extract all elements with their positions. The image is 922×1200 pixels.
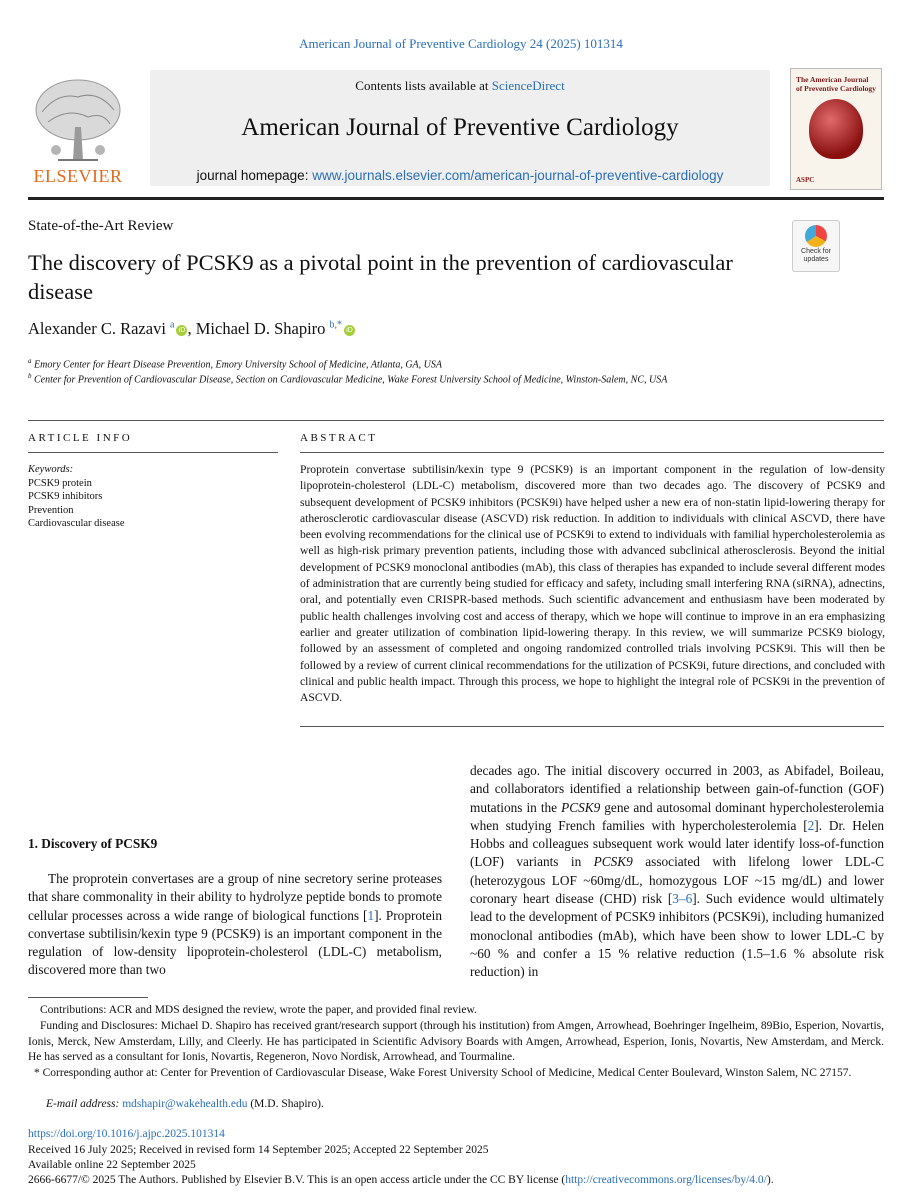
- keyword-item: Cardiovascular disease: [28, 518, 125, 529]
- doi-text[interactable]: https://doi.org/10.1016/j.ajpc.2025.101314: [28, 1128, 225, 1140]
- affiliation-marker[interactable]: b,*: [329, 319, 343, 331]
- gene-name: PCSK9: [561, 799, 601, 815]
- received-dates: Received 16 July 2025; Received in revised form 14 September 2025; Accepted 22 September 2025: [28, 1144, 489, 1156]
- affiliation-b: [28, 372, 667, 385]
- author-name[interactable]: Michael D. Shapiro: [195, 319, 326, 338]
- cover-society-logo: ASPC: [796, 176, 815, 184]
- contents-line: [150, 78, 770, 94]
- homepage-label: journal homepage:: [196, 168, 313, 183]
- license-prefix: 2666-6677/© 2025 The Authors. Published by Elsevier B.V. This is an open access article under the CC BY license (: [28, 1174, 566, 1186]
- affiliation-a: [28, 357, 442, 370]
- footnote-corresponding: * Corresponding author at: Center for Prevention of Cardiovascular Disease, Wake Forest University School of Medicine, Medical Center Boulevard, Winston Salem, NC 27157.: [34, 1067, 852, 1079]
- author-list: [28, 319, 355, 339]
- footnote-email: [46, 1097, 884, 1113]
- affiliation-text: Center for Prevention of Cardiovascular Disease, Section on Cardiovascular Medicine, Wake Forest University School of Medicine, Winston-Salem, NC, USA: [34, 374, 668, 386]
- doi-link[interactable]: [28, 1127, 225, 1142]
- running-header[interactable]: American Journal of Preventive Cardiology 24 (2025) 101314: [299, 36, 623, 51]
- orcid-icon[interactable]: iD: [344, 325, 355, 336]
- body-text: ]. Dr. Helen Hobbs and colleagues subsequent work would later identify loss-of-function (LOF) variants in: [470, 817, 885, 870]
- footnote-rule: [28, 997, 148, 998]
- article-info-heading: ARTICLE INFO: [28, 432, 133, 444]
- footnote-contributions: Contributions: ACR and MDS designed the review, wrote the paper, and provided final review.: [40, 1004, 477, 1016]
- divider: [300, 452, 884, 453]
- footnote-funding: Funding and Disclosures: Michael D. Shapiro has received grant/research support (through his institution) from Amgen, Arrowhead, Boehringer Ingelheim, 89Bio, Esperion, Novartis, Ionis, Merck, New Amsterdam, Lilly, and Cleerly. He has participated in Scientific Advisory Boards with Amgen, Arrowhead, Esperion, Ionis, Novartis, New Amsterdam, and Merck. He has served as a consultant for Ionis, Novartis, Regeneron, Novo Nordisk, Arrowhead, and Tourmaline.: [28, 1020, 884, 1063]
- journal-cover-thumbnail[interactable]: [790, 68, 882, 190]
- divider: [28, 420, 884, 421]
- citation-link[interactable]: 2: [807, 817, 815, 833]
- license-suffix: ).: [766, 1174, 774, 1186]
- citation-link[interactable]: 3–6: [672, 891, 693, 907]
- crossmark-icon: [805, 225, 827, 247]
- available-online: Available online 22 September 2025: [28, 1159, 196, 1171]
- body-text: ]. Such evidence would ultimately lead to the development of PCSK9 inhibitors (PCSK9i), including humanized monoclonal antibodies (mAb), which have been show to lower LDL-C by ~60 % and confer a 15 % relative reduction (1.5–1.6 % absolute risk reduction) in: [470, 891, 885, 980]
- crossmark-label: Check for updates: [801, 248, 831, 263]
- article-type: State-of-the-Art Review: [28, 218, 174, 234]
- body-text: ]. Proprotein convertase subtilisin/kexin type 9 (PCSK9) is an important component in the regulation of low-density lipoprotein-cholesterol (LDL-C) metabolism, discovered more than two: [28, 907, 442, 978]
- keyword-item: Prevention: [28, 504, 74, 516]
- license-line: [28, 1173, 888, 1188]
- body-text: gene and autosomal dominant hypercholesterolemia when studying French families with hypercholesterolemia [: [470, 799, 884, 833]
- author-separator: ,: [187, 319, 196, 338]
- affiliation-marker[interactable]: a: [170, 319, 175, 331]
- journal-banner: [150, 70, 770, 186]
- keyword-item: PCSK9 inhibitors: [28, 491, 103, 502]
- journal-title[interactable]: American Journal of Preventive Cardiology: [241, 114, 679, 141]
- email-label: E-mail address:: [46, 1098, 123, 1110]
- author-name[interactable]: Alexander C. Razavi: [28, 319, 166, 338]
- crossmark-button[interactable]: [792, 220, 840, 272]
- body-left-column: [28, 870, 442, 980]
- cover-title: The American Journal of Preventive Cardiology: [796, 75, 876, 93]
- divider: [28, 452, 278, 453]
- orcid-icon[interactable]: iD: [176, 325, 187, 336]
- homepage-link[interactable]: www.journals.elsevier.com/american-journal-of-preventive-cardiology: [312, 168, 724, 183]
- keyword-item: PCSK9 protein: [28, 477, 92, 489]
- abstract-text: Proprotein convertase subtilisin/kexin type 9 (PCSK9) is an important component in the regulation of low-density lipoprotein-cholesterol (LDL-C) metabolism, discovered more than two decades ago. The discovery of PCSK9 and subsequent development of PCSK9 inhibitors (PCSK9i) have helped usher a new era of non-statin lipid-lowering therapy for atherosclerotic cardiovascular disease (ASCVD) risk reduction. In addition to individuals with clinical ASCVD, there have been evolving recommendations for the clinical use of PCSK9i to extend to individuals with familial hypercholesterolemia as well as high-risk primary prevention patients, including those with advanced subclinical atherosclerosis. Beyond the initial development of PCSK9 monoclonal antibodies (mAb), this class of therapies has expanded to include several different modes of administration that are currently being studied for efficacy and safety, including small interfering RNA (siRNA), adnectins, oral, and potentially even CRISPR-based methods. Such scientific advancement and enthusiasm have been moderated by public health challenges involving cost and access of therapy, which we hope will continue to improve in an era emphasizing earlier and greater utilization of combination lipid-lowering therapy. In this review, we will summarize PCSK9 biology, followed by an assessment of completed and ongoing randomized controlled trials involving PCSK9i. This will then be followed by a review of current clinical recommendations for the utilization of PCSK9i, future directions, and concluded with clinical and public health impact. Through this process, we hope to highlight the integral role of PCSK9i in the prevention of ASCVD.: [300, 463, 885, 705]
- affiliation-sup: b: [28, 372, 32, 380]
- body-text: decades ago. The initial discovery occurred in 2003, as Abifadel, Boileau, and collaborators identified a relationship between gain-of-function (GOF) mutations in the: [470, 763, 884, 815]
- gene-name: PCSK9: [593, 854, 633, 870]
- heart-image: [809, 99, 863, 159]
- affiliation-text: Emory Center for Heart Disease Prevention, Emory University School of Medicine, Atlanta, GA, USA: [34, 359, 442, 371]
- article-title: The discovery of PCSK9 as a pivotal point in the prevention of cardiovascular disease: [28, 250, 733, 304]
- body-right-column: [470, 762, 884, 982]
- divider: [300, 726, 884, 727]
- body-text: associated with lifelong lower LDL-C (heterozygous LOF ~60mg/dL, homozygous LOF ~15 mg/dL) and lower coronary heart disease (CHD) risk [: [470, 854, 884, 907]
- keywords-block: [28, 463, 125, 531]
- contents-prefix: Contents lists available at: [355, 78, 492, 93]
- header-rule: [28, 197, 884, 200]
- citation-link[interactable]: 1: [367, 907, 375, 923]
- email-suffix: (M.D. Shapiro).: [247, 1098, 324, 1110]
- body-text: The proprotein convertases are a group of nine secretory serine proteases that share commonality in their ability to hydrolyze peptide bonds to promote cellular processes across a wide range of biological functions [: [28, 871, 442, 923]
- sciencedirect-link[interactable]: ScienceDirect: [491, 78, 565, 93]
- keywords-label: Keywords:: [28, 464, 74, 475]
- abstract-heading: ABSTRACT: [300, 432, 378, 444]
- email-link[interactable]: mdshapir@wakehealth.edu: [122, 1098, 248, 1110]
- journal-homepage-line: [150, 168, 770, 183]
- affiliation-sup: a: [28, 357, 32, 365]
- license-link[interactable]: http://creativecommons.org/licenses/by/4.0/: [565, 1174, 767, 1186]
- publisher-wordmark[interactable]: ELSEVIER: [33, 166, 123, 186]
- section-heading: 1. Discovery of PCSK9: [28, 836, 158, 851]
